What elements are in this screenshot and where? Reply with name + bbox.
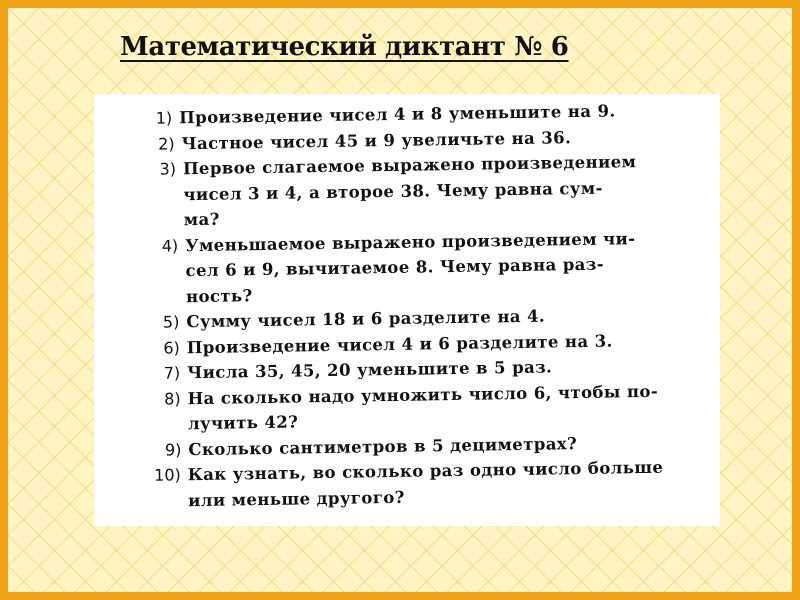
task-list (134, 97, 719, 514)
item-text: Произведение чисел 4 и 6 разделите на 3. (186, 331, 613, 357)
dictation-sheet (94, 94, 720, 526)
item-text: Сумму чисел 18 и 6 разделите на 4. (186, 306, 546, 332)
list-item (138, 148, 715, 234)
item-number: 3) (159, 159, 177, 179)
item-number: 6) (163, 337, 180, 358)
item-number: 1) (155, 108, 173, 128)
item-text: Произведение чисел 4 и 8 уменьшите на 9. (179, 101, 616, 128)
item-text: На сколько надо умножить число 6, чтобы по- лучить 42? (187, 381, 659, 434)
list-item (143, 454, 720, 514)
item-number: 5) (162, 312, 180, 332)
item-number: 4) (161, 235, 179, 256)
item-number: 10) (154, 465, 181, 485)
item-text: Как узнать, во сколько раз одно число больше или меньше другого? (187, 457, 664, 510)
item-number: 8) (164, 388, 181, 409)
item-text: Первое слагаемое выражено произведением чисел 3 и 4, а второе 38. Чему равна сум- ма? (182, 152, 637, 230)
item-number: 9) (164, 439, 182, 460)
item-text: Числа 35, 45, 20 уменьшите в 5 раз. (187, 357, 553, 383)
item-text: Сколько сантиметров в 5 дециметрах? (188, 433, 578, 459)
item-number: 7) (163, 363, 181, 383)
page-title: Математический диктант № 6 (120, 32, 569, 62)
item-text: Уменьшаемое выражено произведением чи- сел 6 и 9, вычитаемое 8. Чему равна раз- ность? (185, 228, 636, 306)
item-text: Частное чисел 45 и 9 увеличьте на 36. (181, 127, 572, 153)
list-item (142, 377, 718, 437)
list-item (140, 224, 716, 310)
item-number: 2) (158, 133, 175, 154)
